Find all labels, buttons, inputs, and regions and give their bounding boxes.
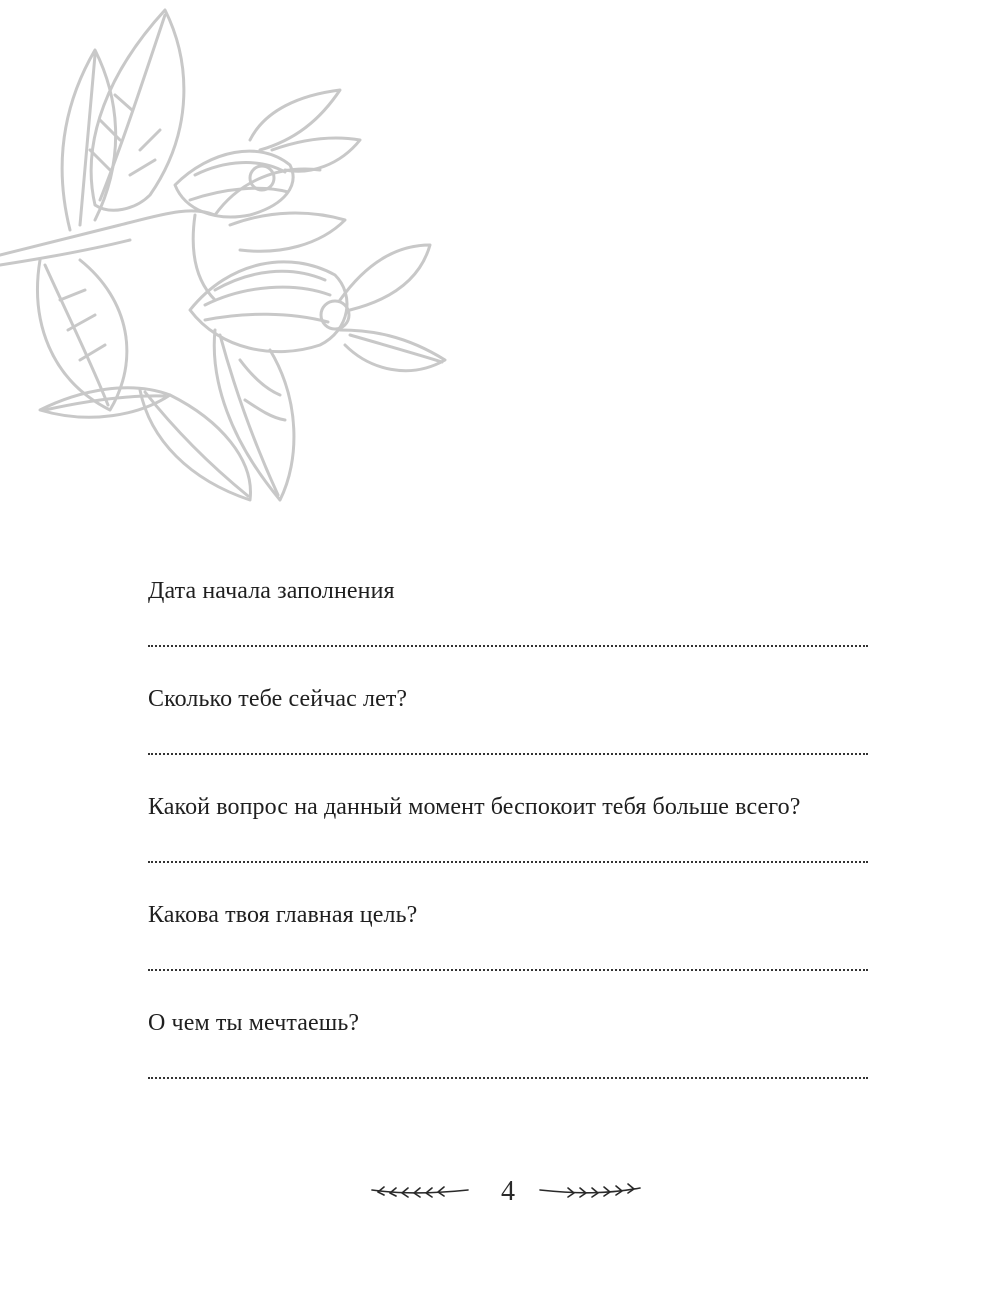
answer-line[interactable] xyxy=(148,861,868,863)
question-label: О чем ты мечтаешь? xyxy=(148,1010,360,1036)
page-number: 4 xyxy=(501,1176,515,1207)
page-footer xyxy=(0,1172,986,1212)
question-start-date xyxy=(148,560,868,668)
question-age xyxy=(148,668,868,776)
answer-line[interactable] xyxy=(148,753,868,755)
laurel-sprig-icon xyxy=(370,1182,470,1202)
question-concern xyxy=(148,776,868,884)
question-label: Какой вопрос на данный момент беспокоит тебя больше всего? xyxy=(148,794,801,820)
answer-line[interactable] xyxy=(148,645,868,647)
question-main-goal xyxy=(148,884,868,992)
question-label: Дата начала заполнения xyxy=(148,578,395,604)
questionnaire xyxy=(148,560,868,1100)
question-label: Какова твоя главная цель? xyxy=(148,902,418,928)
answer-line[interactable] xyxy=(148,1077,868,1079)
question-dream xyxy=(148,992,868,1100)
question-label: Сколько тебе сейчас лет? xyxy=(148,686,408,712)
answer-line[interactable] xyxy=(148,969,868,971)
laurel-sprig-icon xyxy=(538,1182,642,1202)
floral-illustration xyxy=(0,0,470,530)
